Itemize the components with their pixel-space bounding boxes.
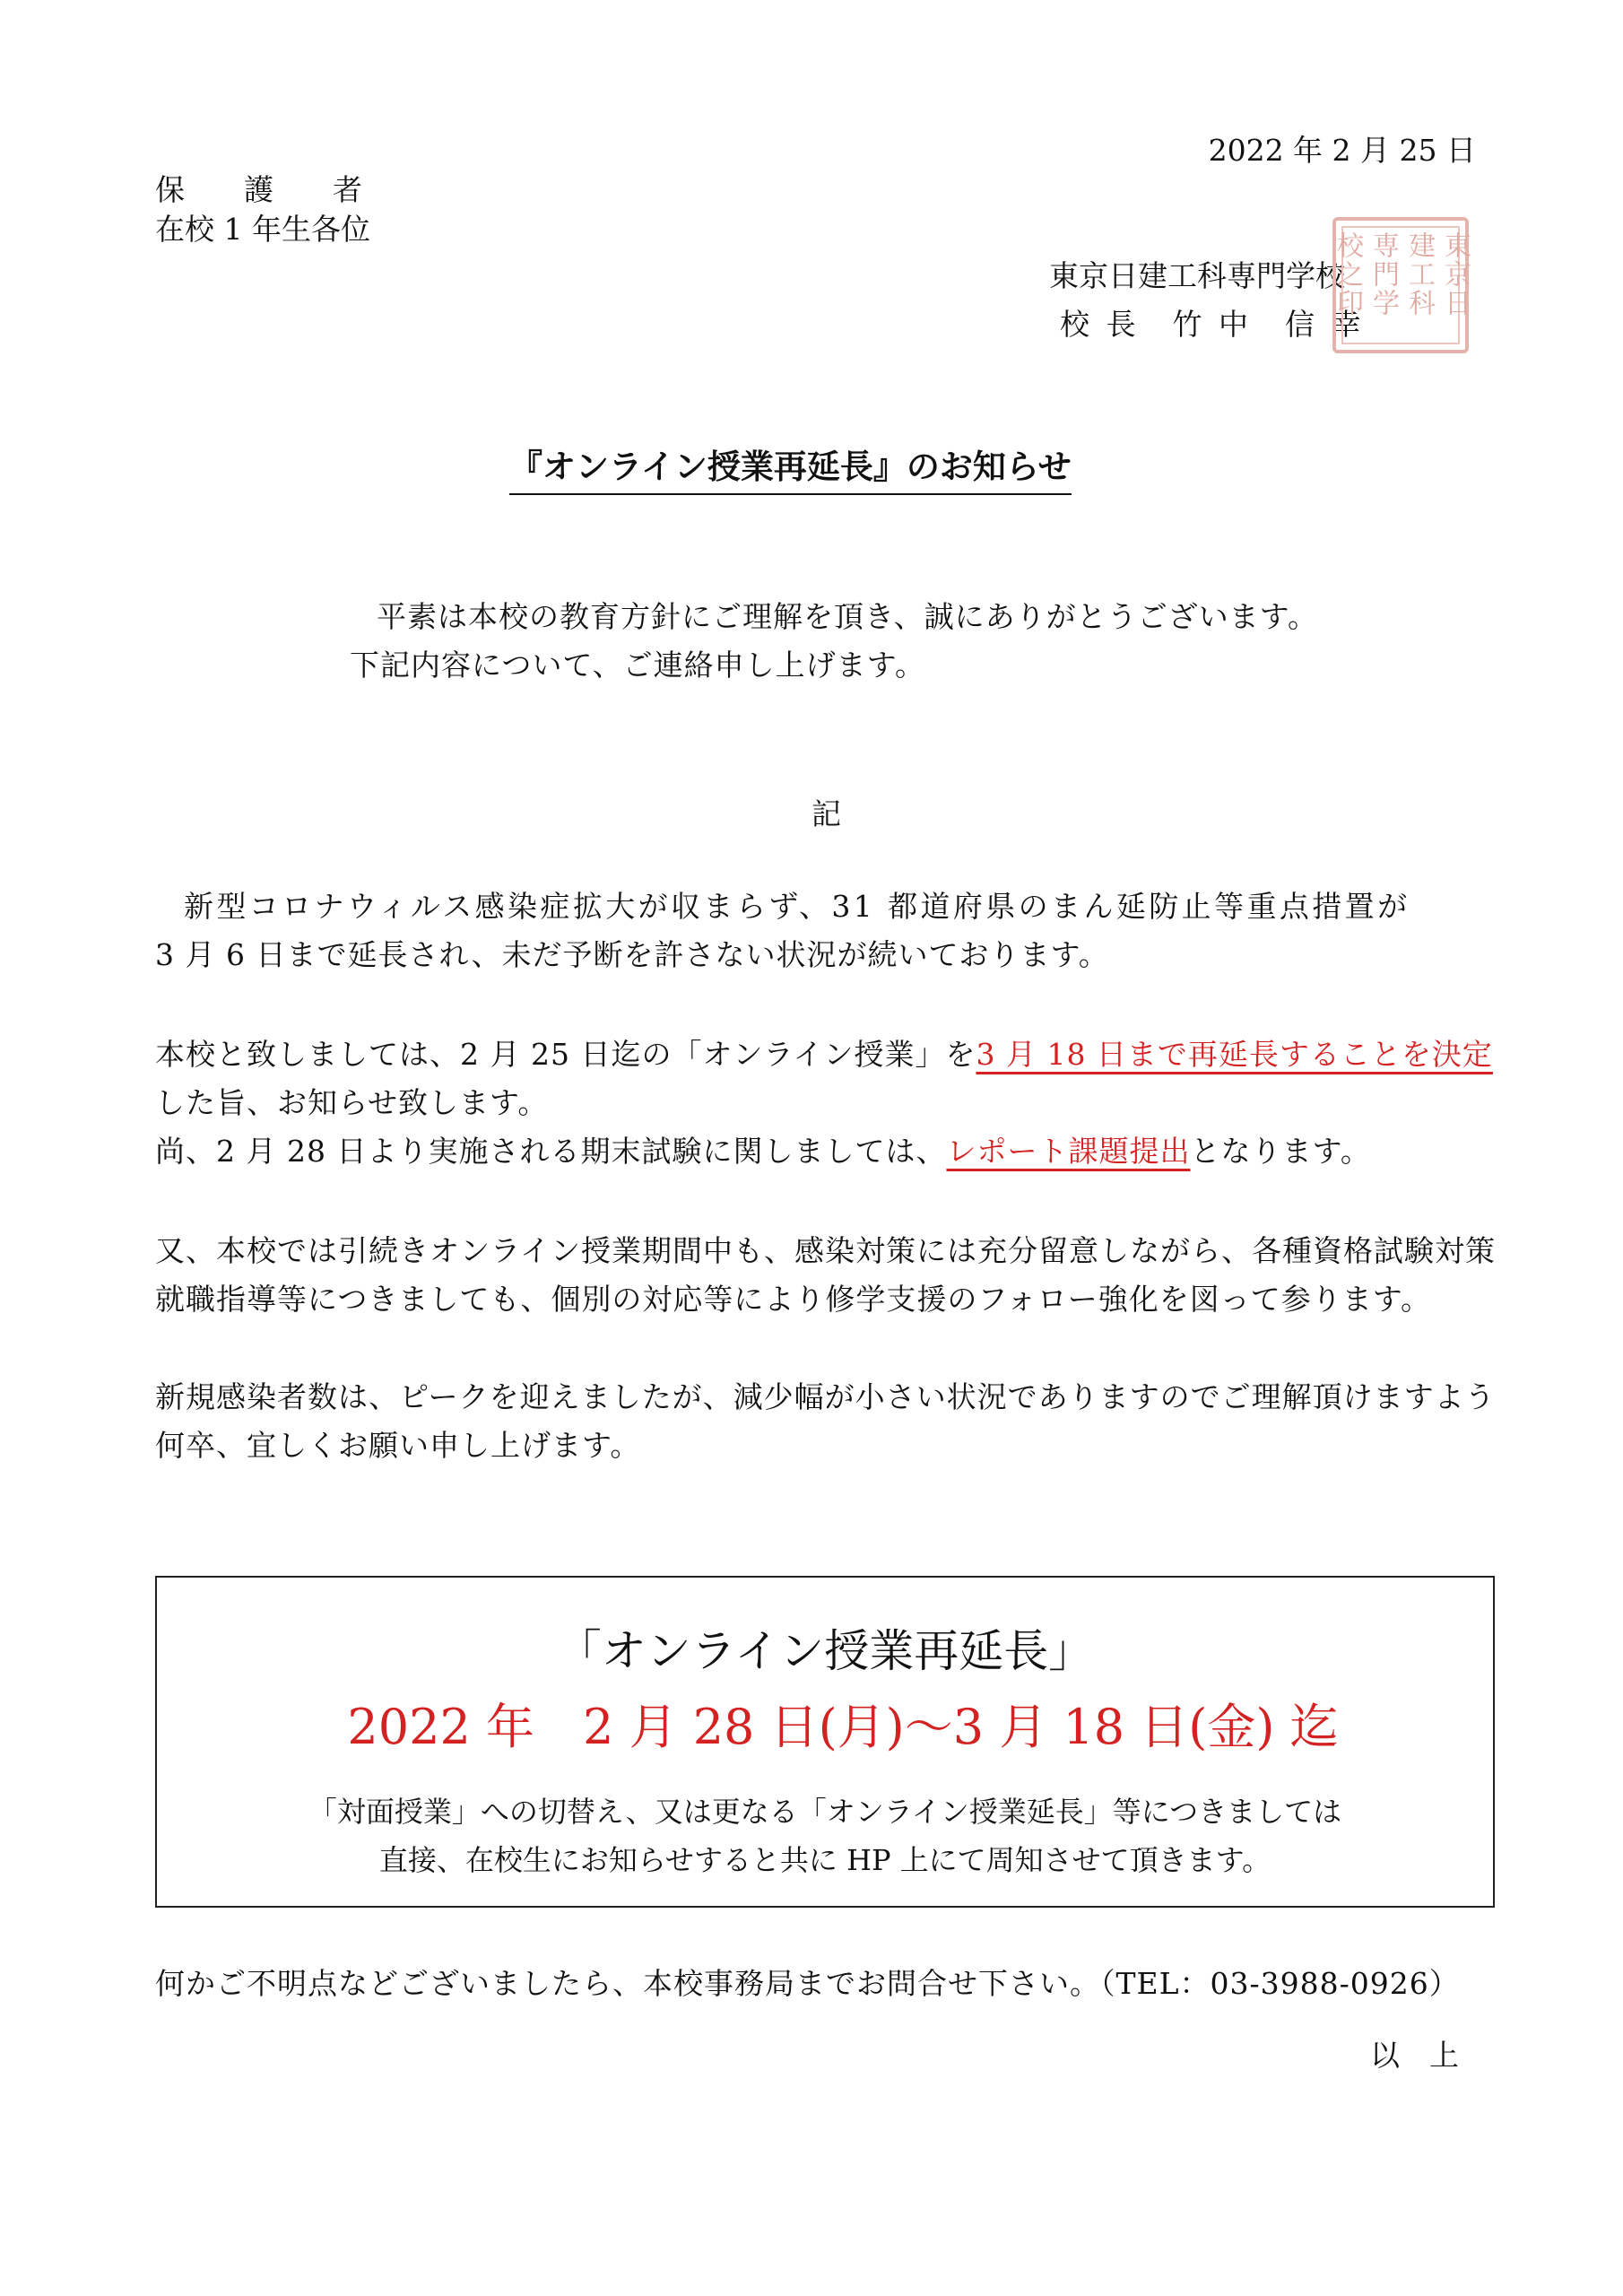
seal-text: 東京日建工科専門学校之印 xyxy=(1341,226,1460,344)
para1-line-2: 3 月 6 日まで延長され、未だ予断を許さない状況が続いております。 xyxy=(155,937,1109,972)
recipient-line-1: 保 護 者 xyxy=(155,172,362,207)
para2-line-1 xyxy=(155,1031,1493,1078)
para2-line-3-end: となります。 xyxy=(1190,1134,1371,1169)
para2-line-3 xyxy=(155,1128,1371,1175)
notice-period: 2022 年 2 月 28 日(月)～3 月 18 日(金) 迄 xyxy=(347,1699,1339,1755)
decision-highlight: 3 月 18 日まで再延長することを決定 xyxy=(976,1037,1493,1072)
para2-line-3-text: 尚、2 月 28 日より実施される期末試験に関しましては、 xyxy=(155,1134,947,1169)
recipient-line-2: 在校 1 年生各位 xyxy=(155,212,370,247)
notice-note-2: 直接、在校生にお知らせすると共に HP 上にて周知させて頂きます。 xyxy=(378,1843,1271,1877)
greeting-line-1: 平素は本校の教育方針にご理解を頂き、誠にありがとうございます。 xyxy=(377,599,1319,634)
sender-school: 東京日建工科専門学校 xyxy=(1049,258,1345,293)
notice-box xyxy=(155,1576,1495,1908)
ki-heading: 記 xyxy=(812,796,841,831)
para2-line-1-text: 本校と致しましては、2 月 25 日迄の「オンライン授業」を xyxy=(155,1037,976,1072)
para3-line-1: 又、本校では引続きオンライン授業期間中も、感染対策には充分留意しながら、各種資格試験対策 xyxy=(155,1233,1497,1268)
document-date: 2022 年 2 月 25 日 xyxy=(1208,133,1476,168)
para4-line-1: 新規感染者数は、ピークを迎えましたが、減少幅が小さい状況でありますのでご理解頂けますよう xyxy=(155,1379,1496,1414)
para3-line-2: 就職指導等につきましても、個別の対応等により修学支援のフォロー強化を図って参ります。 xyxy=(155,1282,1432,1317)
sender-principal: 校 長 竹 中 信 幸 xyxy=(1060,307,1365,342)
exam-highlight: レポート課題提出 xyxy=(946,1134,1191,1169)
greeting-line-2: 下記内容について、ご連絡申し上げます。 xyxy=(350,648,926,683)
para2-line-2: した旨、お知らせ致します。 xyxy=(155,1085,549,1120)
notice-heading: 「オンライン授業再延長」 xyxy=(556,1625,1094,1677)
para4-line-2: 何卒、宜しくお願い申し上げます。 xyxy=(155,1428,641,1463)
contact-line: 何かご不明点などございましたら、本校事務局までお問合せ下さい。（TEL：03-3988-0926） xyxy=(155,1966,1460,2001)
para1-line-1: 新型コロナウィルス感染症拡大が収まらず、31 都道府県のまん延防止等重点措置が xyxy=(184,889,1410,924)
page-title: 『オンライン授業再延長』のお知らせ xyxy=(509,439,1072,495)
closing-mark: 以 上 xyxy=(1370,2038,1459,2073)
notice-note-1: 「対面授業」への切替え、又は更なる「オンライン授業延長」等につきましては xyxy=(308,1795,1342,1829)
school-seal xyxy=(1332,217,1469,353)
